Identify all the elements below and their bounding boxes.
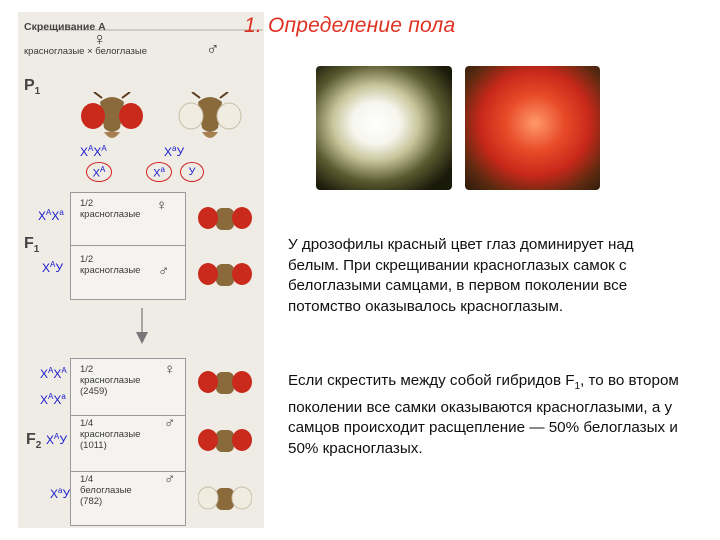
f2-male-red-fraction: 1/4 <box>80 418 94 429</box>
f2-female-genotype-Aa: $X^AX^a$ <box>40 392 66 407</box>
gamete-female-xA: $X^A$ <box>86 162 112 182</box>
f2-male-red-phenotype: красноглазые <box>80 429 141 440</box>
cross-symbol: × <box>87 46 93 57</box>
f2-male-white-count: (782) <box>80 496 103 507</box>
parents-male-label: белоглазые <box>95 46 147 57</box>
f2-male-red-genotype: $X^AУ$ <box>46 432 67 447</box>
female-genotype: $X^AX^A$ <box>80 144 107 159</box>
figure-heading: Скрещивание А <box>24 21 106 33</box>
f1-female-symbol-icon: ♀ <box>156 197 168 214</box>
f2-row-male-red <box>80 418 140 451</box>
f1-male-red-eye-fly-icon <box>198 258 252 290</box>
female-red-eye-fly-icon <box>80 92 144 144</box>
paragraph-f2-cross: Если скрестить между собой гибридов $F_1$, то во втором поколении все самки оказываются красноглазыми, а у самцов происходит расщепление — 50% белоглазых и 50% красноглазых. <box>288 372 679 457</box>
f1-row-male <box>80 254 140 276</box>
male-symbol-icon: ♂ <box>206 39 220 59</box>
f2-male-white-phenotype: белоглазые <box>80 485 132 496</box>
f2-female-fraction: 1/2 <box>80 364 94 375</box>
f2-male-white-eye-fly-icon <box>198 482 252 514</box>
f2-male-white-genotype: $X^aУ$ <box>50 486 71 501</box>
f2-female-count: (2459) <box>80 386 108 397</box>
f2-row-female <box>80 364 140 397</box>
p1-label: $P_1$ <box>24 77 41 98</box>
white-eye-photo <box>316 66 452 190</box>
f2-label: $F_2$ <box>26 431 42 452</box>
f1-female-phenotype: красноглазые <box>80 209 141 220</box>
f1-male-symbol-icon: ♂ <box>158 263 170 280</box>
f2-male-red-symbol-icon: ♂ <box>164 415 176 432</box>
paragraph-dominance: У дрозофилы красный цвет глаз доминирует над белым. При скрещивании красноглазых самок с белоглазыми самцами, в первом поколении все потомство оказывалось красноглазым. <box>288 236 634 315</box>
f2-male-white-fraction: 1/4 <box>80 474 94 485</box>
female-symbol-icon: ♀ <box>93 29 107 49</box>
f1-female-red-eye-fly-icon <box>198 202 252 234</box>
red-eye-photo <box>465 66 600 190</box>
f2-male-red-count: (1011) <box>80 440 107 451</box>
parents-female-label: красноглазые <box>24 46 85 57</box>
cross-diagram-figure <box>18 12 264 528</box>
f1-male-genotype: $X^AУ$ <box>42 260 63 275</box>
gamete-male-xa: $X^a$ <box>146 162 172 182</box>
male-white-eye-fly-icon <box>178 92 242 144</box>
f2-female-phenotype: красноглазые <box>80 375 141 386</box>
f2-female-genotype-AA: $X^AX^A$ <box>40 366 67 381</box>
f1-female-genotype: $X^AX^a$ <box>38 208 64 223</box>
male-genotype: $X^aУ$ <box>164 144 185 159</box>
f1-male-fraction: 1/2 <box>80 254 94 265</box>
gamete-male-y: У <box>180 162 204 182</box>
f2-female-symbol-icon: ♀ <box>164 361 176 378</box>
f2-male-white-symbol-icon: ♂ <box>164 471 176 488</box>
f2-male-red-eye-fly-icon <box>198 424 252 456</box>
f2-row-male-white <box>80 474 132 507</box>
f2-female-red-eye-fly-icon <box>198 366 252 398</box>
slide-title: 1. Определение пола <box>244 14 456 37</box>
f1-male-phenotype: красноглазые <box>80 265 141 276</box>
f1-female-fraction: 1/2 <box>80 198 94 209</box>
f1-label: $F_1$ <box>24 235 40 256</box>
parents-cross-label <box>24 46 147 57</box>
f1-row-female <box>80 198 140 220</box>
